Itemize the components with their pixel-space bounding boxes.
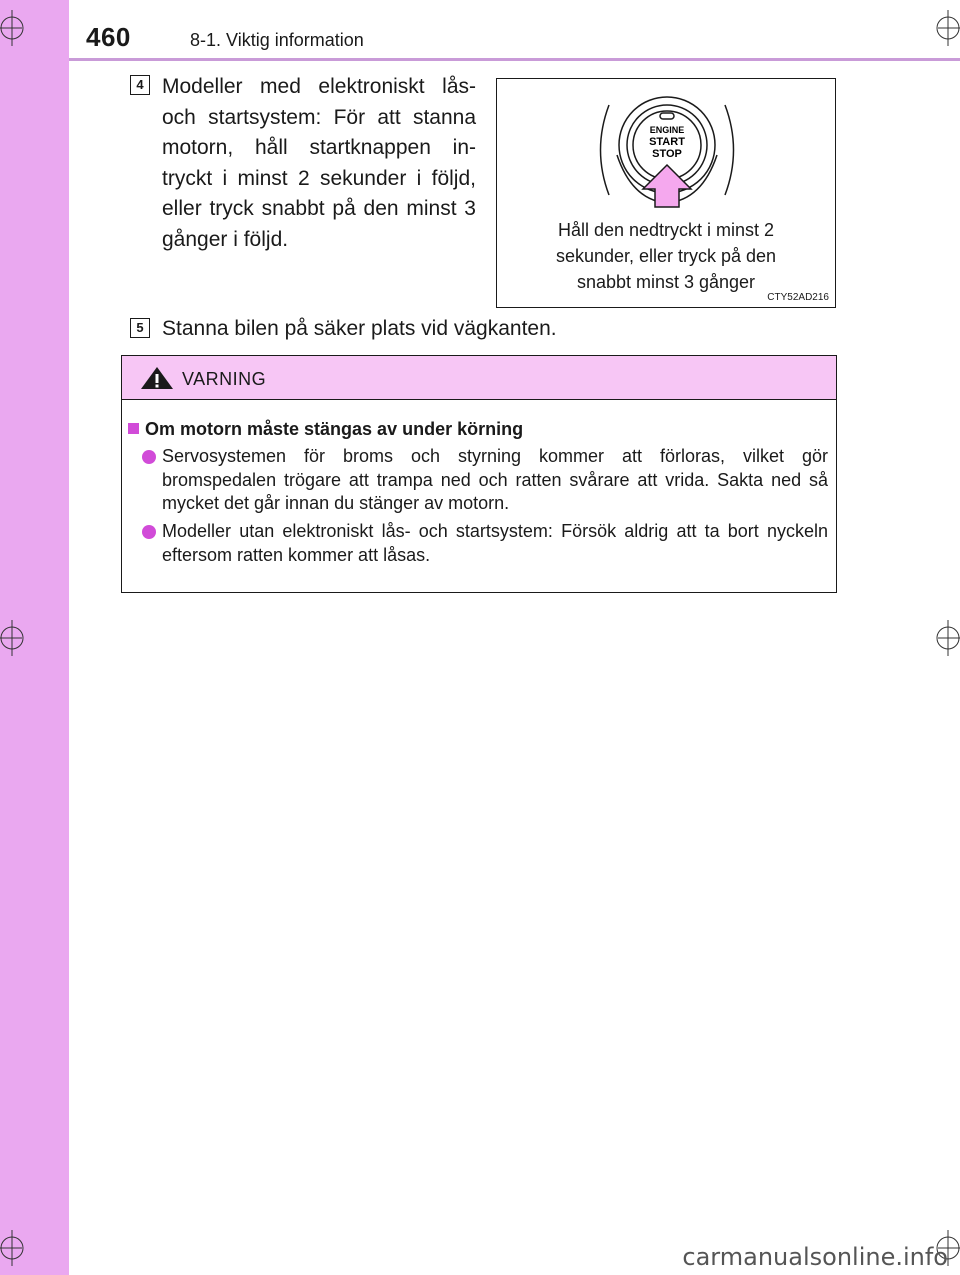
square-bullet-icon <box>128 423 139 434</box>
bullet-dot-icon <box>142 450 156 464</box>
warning-subheading <box>128 419 523 440</box>
warning-header <box>122 356 836 400</box>
step-5-text: Stanna bilen på säker plats vid vägkanten. <box>162 317 557 340</box>
warning-triangle-icon <box>140 366 174 390</box>
section-title: 8-1. Viktig information <box>190 30 364 50</box>
footer-watermark: carmanualsonline.info <box>682 1243 948 1271</box>
engine-start-button-illustration <box>587 85 747 215</box>
figure-engine-start-button <box>496 78 836 308</box>
figure-caption: Håll den nedtryckt i minst 2 sekunder, eller tryck på den snabbt minst 3 gånger <box>555 220 777 292</box>
step-marker-5: 5 <box>130 318 150 338</box>
figure-code: CTY52AD216 <box>767 292 829 303</box>
warning-subheading-text: Om motorn måste stängas av under körning <box>145 419 524 439</box>
step-marker-4: 4 <box>130 75 150 95</box>
warning-box <box>121 355 837 593</box>
button-label-start: START <box>649 136 685 148</box>
warning-title: VARNING <box>182 369 267 389</box>
page-number: 460 <box>86 22 131 52</box>
press-arrow-icon <box>643 165 691 207</box>
step-4-text: Modeller med elektroniskt lås- och startsystem: För att stanna motorn, håll startknappen in-tryckt i minst 2 sekunder i följd, eller tryck snabbt på den minst 3 gånger i följd. <box>162 75 476 251</box>
warning-bullet-2: Modeller utan elektroniskt lås- och startsystem: Försök aldrig att ta bort nyckeln eftersom ratten kommer att låsas. <box>162 521 828 565</box>
button-label-engine: ENGINE <box>649 125 685 135</box>
bullet-dot-icon <box>142 525 156 539</box>
button-label-stop: STOP <box>652 148 682 160</box>
header-rule <box>69 58 960 61</box>
warning-bullet-1: Servosystemen för broms och styrning kommer att förloras, vilket gör bromspedalen trögare att trampa ned och ratten svårare att vrida. Sakta ned så mycket det går innan du stänger av motorn. <box>162 446 828 513</box>
